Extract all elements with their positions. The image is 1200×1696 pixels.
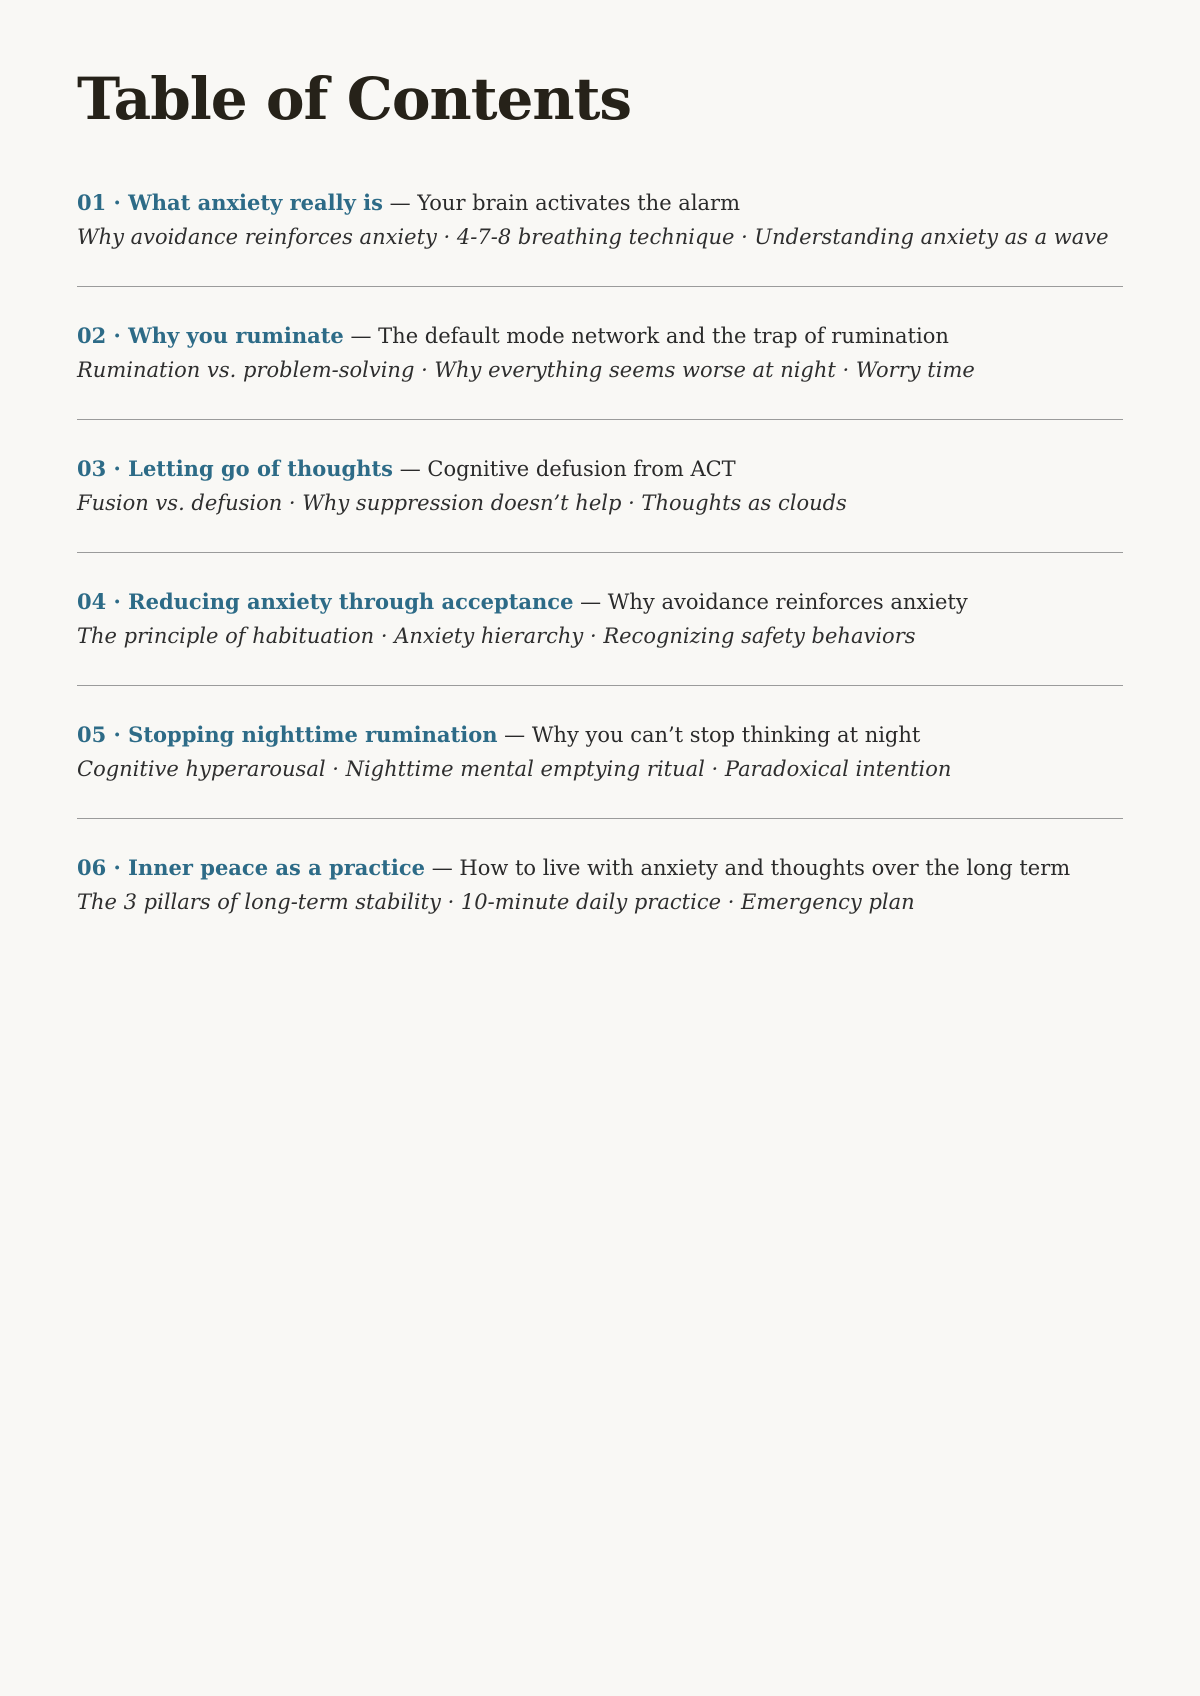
entry-description: Why you can’t stop thinking at night (531, 723, 921, 747)
toc-entry[interactable] (77, 851, 1123, 951)
entry-heading (77, 851, 1123, 885)
entry-description: The default mode network and the trap of rumination (378, 324, 949, 348)
entry-topics: The 3 pillars of long-term stability · 10-minute daily practice · Emergency plan (77, 890, 915, 914)
entry-title: Why you ruminate (128, 323, 344, 348)
entry-separator-dot: · (106, 190, 129, 215)
toc-list (77, 186, 1123, 951)
entry-separator-dot: · (106, 855, 129, 880)
entry-heading (77, 718, 1123, 752)
entry-dash: — (497, 723, 532, 747)
toc-entry[interactable] (77, 186, 1123, 287)
entry-heading (77, 319, 1123, 353)
entry-number: 06 (77, 855, 107, 880)
entry-number: 03 (77, 456, 107, 481)
entry-description: Cognitive defusion from ACT (427, 457, 736, 481)
entry-separator-dot: · (106, 722, 129, 747)
entry-description: How to live with anxiety and thoughts over the long term (459, 856, 1071, 880)
page-title: Table of Contents (77, 65, 632, 133)
entry-number: 02 (77, 323, 107, 348)
entry-title: What anxiety really is (128, 190, 383, 215)
entry-topics: The principle of habituation · Anxiety hierarchy · Recognizing safety behaviors (77, 624, 916, 648)
entry-description: Why avoidance reinforces anxiety (607, 590, 968, 614)
entry-dash: — (573, 590, 608, 614)
entry-separator-dot: · (106, 456, 129, 481)
entry-dash: — (425, 856, 460, 880)
toc-entry[interactable] (77, 319, 1123, 420)
entry-number: 01 (77, 190, 107, 215)
entry-number: 05 (77, 722, 107, 747)
entry-separator-dot: · (106, 589, 129, 614)
toc-entry[interactable] (77, 452, 1123, 553)
entry-topics: Why avoidance reinforces anxiety · 4-7-8 breathing technique · Understanding anxiety as a wave (77, 225, 1109, 249)
entry-dash: — (393, 457, 428, 481)
entry-separator-dot: · (106, 323, 129, 348)
toc-entry[interactable] (77, 718, 1123, 819)
entry-description: Your brain activates the alarm (417, 191, 741, 215)
entry-topics: Rumination vs. problem-solving · Why everything seems worse at night · Worry time (77, 358, 975, 382)
entry-dash: — (382, 191, 418, 215)
entry-heading (77, 585, 1123, 619)
entry-dash: — (343, 324, 379, 348)
entry-title: Reducing anxiety through acceptance (128, 589, 574, 614)
entry-title: Letting go of thoughts (128, 456, 394, 481)
entry-heading (77, 186, 1123, 220)
toc-entry[interactable] (77, 585, 1123, 686)
entry-heading (77, 452, 1123, 486)
entry-number: 04 (77, 589, 107, 614)
entry-topics: Cognitive hyperarousal · Nighttime mental emptying ritual · Paradoxical intention (77, 757, 952, 781)
entry-title: Inner peace as a practice (128, 855, 426, 880)
entry-topics: Fusion vs. defusion · Why suppression doesn’t help · Thoughts as clouds (77, 491, 847, 515)
entry-title: Stopping nighttime rumination (128, 722, 498, 747)
